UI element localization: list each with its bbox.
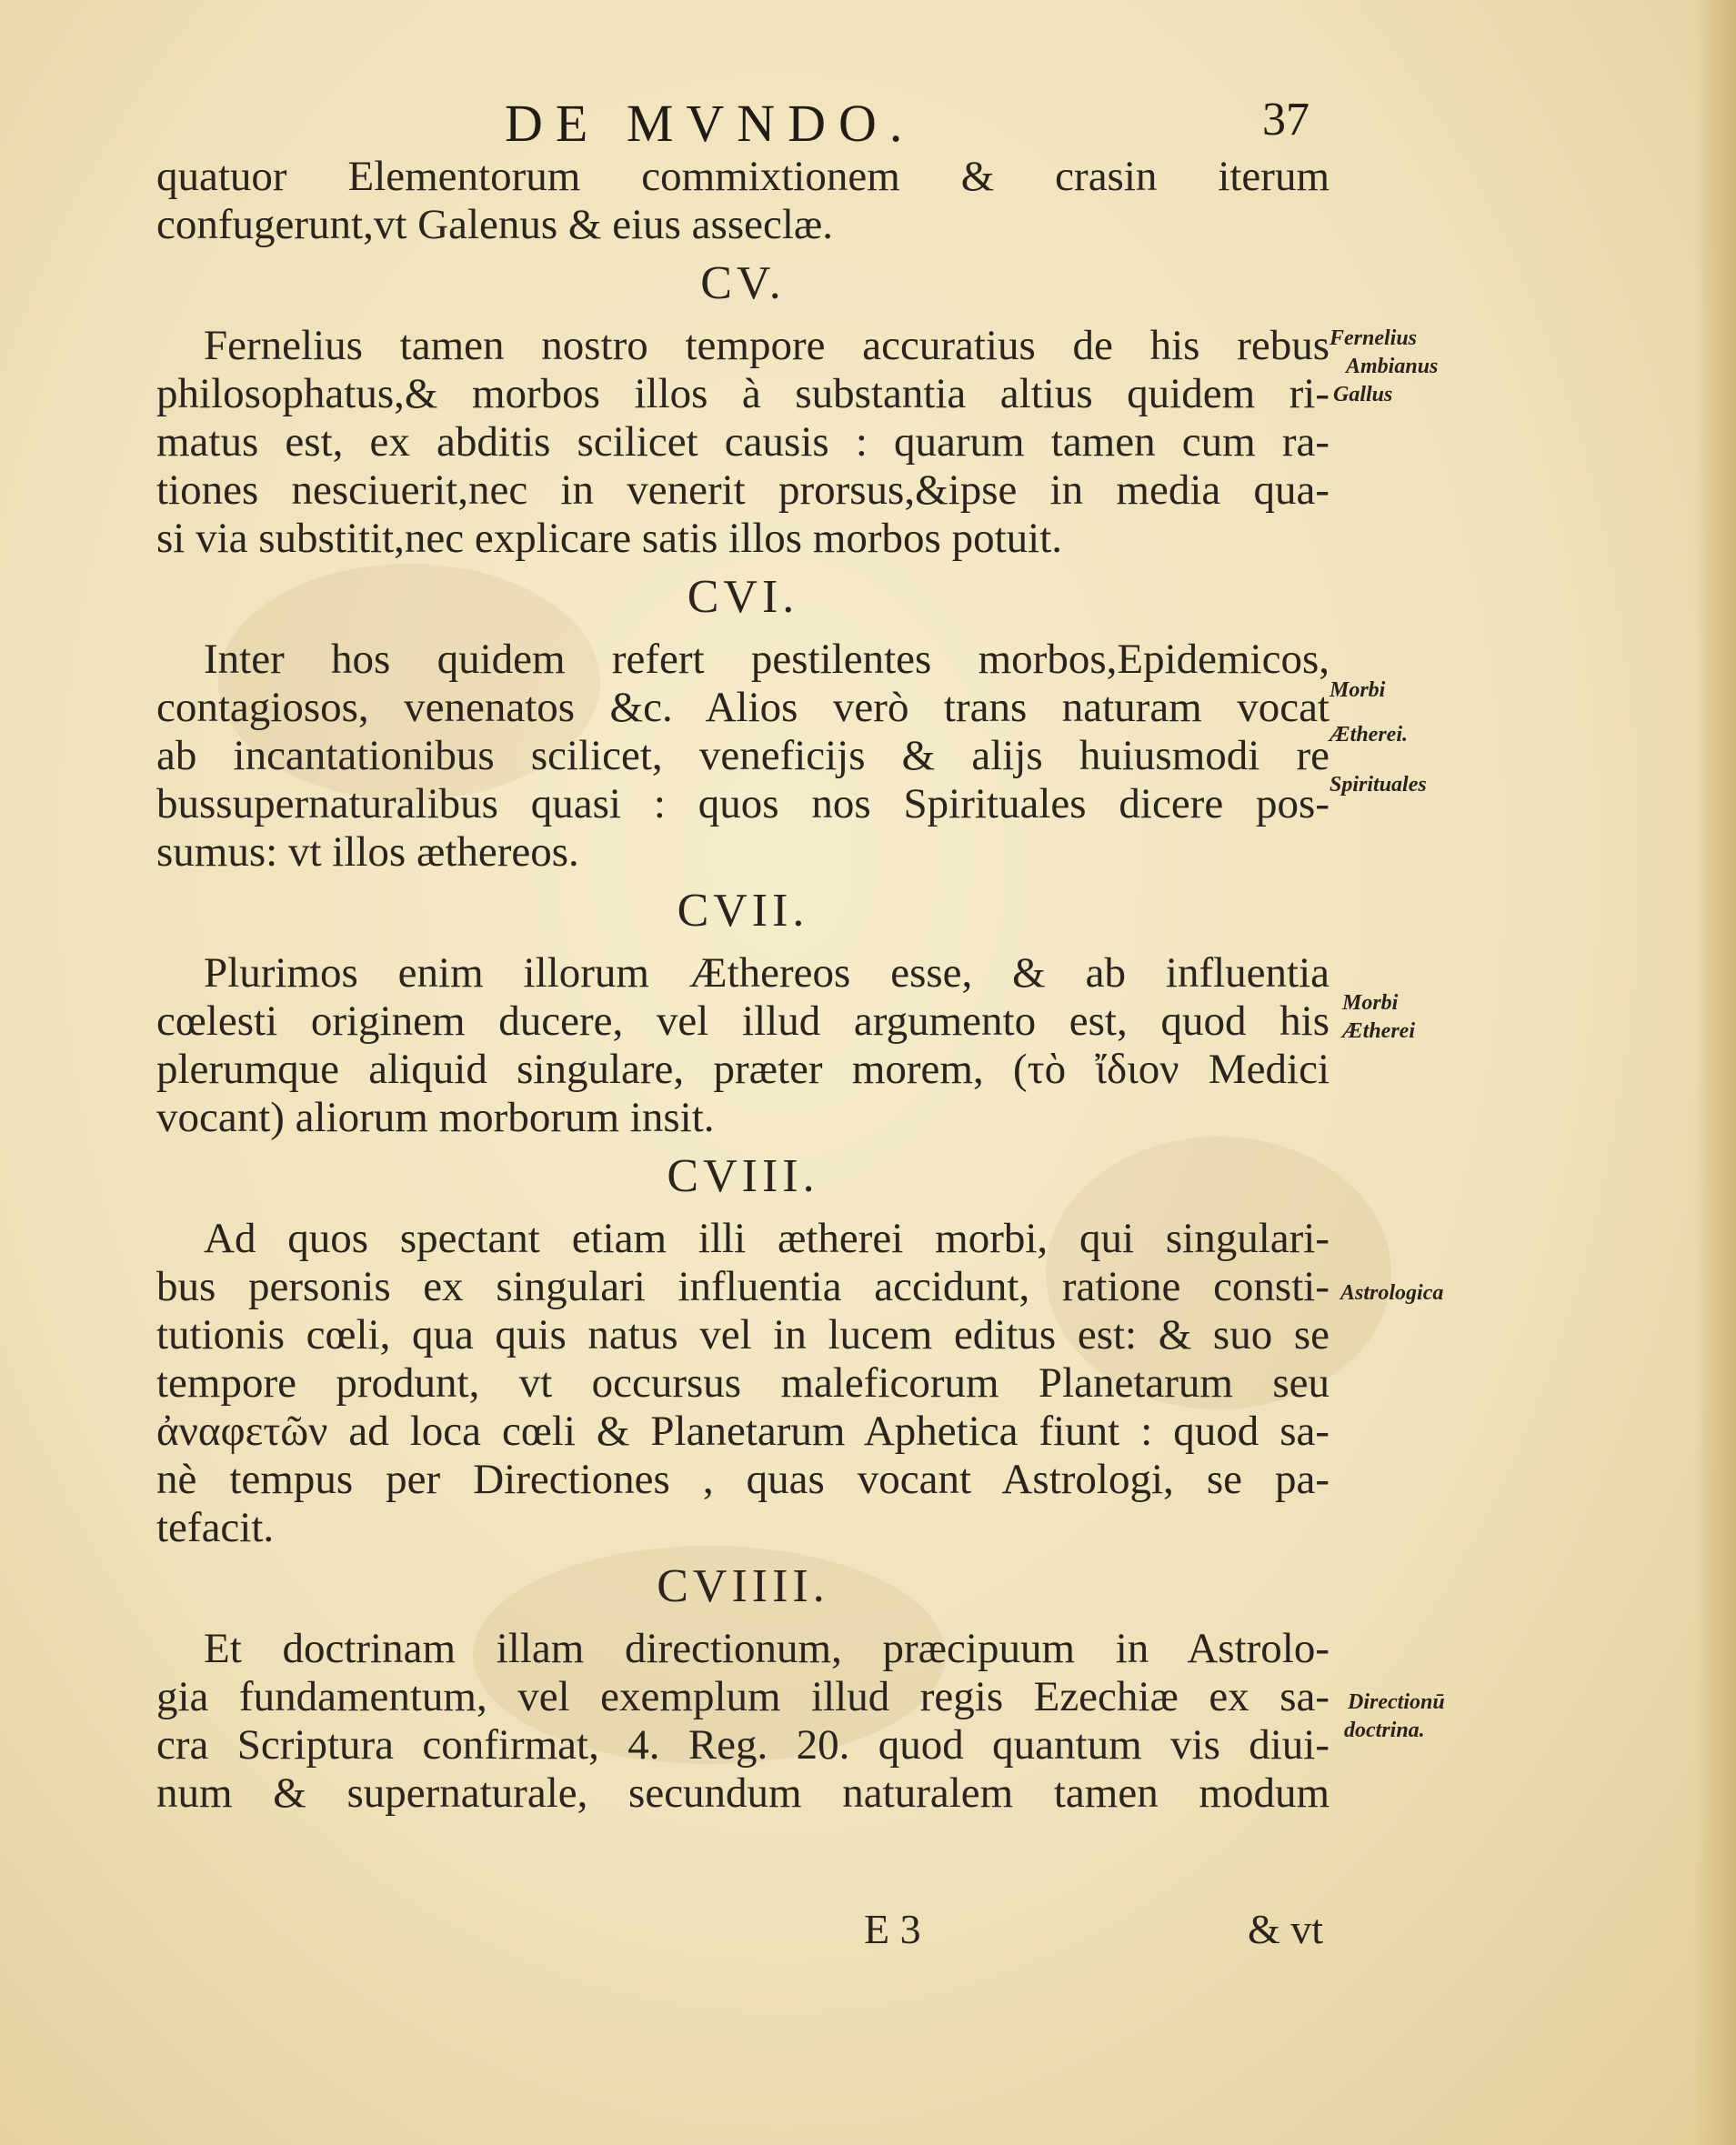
marginal-note-line: Directionū [1348,1690,1445,1714]
text-line: bus personis ex singulari influentia accidunt, ratione consti- [156,1263,1330,1310]
section-heading: CVIIII. [657,1560,829,1612]
section-heading: CVI. [687,571,799,623]
section-heading: CVIII. [667,1150,819,1202]
marginal-note-line: Spirituales [1330,773,1427,797]
text-line: contagiosos, venenatos &c. Alios verò trans naturam vocat [156,684,1330,731]
running-title: DE MVNDO. [505,94,916,153]
marginal-note-line: Ætherei [1342,1019,1415,1043]
text-line: vocant) aliorum morborum insit. [156,1094,715,1141]
signature-mark: E 3 [864,1906,921,1952]
text-line: philosophatus,& morbos illos à substantia altius quidem ri- [156,370,1330,417]
text-line: quatuor Elementorum commixtionem & crasin iterum [156,153,1330,200]
text-line: Fernelius tamen nostro tempore accuratius de his rebus [204,322,1330,369]
marginal-note-line: Astrologica [1340,1281,1444,1305]
text-line: cœlesti originem ducere, vel illud argumento est, quod his [156,997,1330,1045]
marginal-note [1330,989,1511,1046]
text-line: plerumque aliquid singulare, præter morem, (τὸ ἴδιον Medici [156,1046,1330,1093]
text-line: num & supernaturale, secundum naturalem tamen modum [156,1769,1330,1817]
marginal-note-line: doctrina. [1344,1719,1425,1742]
text-line: sumus: vt illos æthereos. [156,828,579,876]
marginal-note-line: Ambianus [1346,355,1439,378]
text-line: gia fundamentum, vel exemplum illud regis Ezechiæ ex sa- [156,1673,1330,1720]
marginal-note-line: Morbi [1342,991,1399,1015]
page-footer [0,1905,1736,1969]
marginal-note-line: Fernelius [1330,326,1418,350]
text-line: confugerunt,vt Galenus & eius asseclæ. [156,201,833,248]
marginal-note [1330,325,1511,409]
marginal-note [1330,1689,1511,1745]
text-line: tefacit. [156,1504,275,1551]
text-line: Plurimos enim illorum Æthereos esse, & ab influentia [204,949,1330,997]
text-line: ab incantationibus scilicet, veneficijs & alijs huiusmodi re [156,732,1330,779]
text-line: Ad quos spectant etiam illi ætherei morbi, qui singulari- [204,1215,1330,1262]
page-number: 37 [1262,94,1310,145]
marginal-note [1330,677,1511,799]
text-line: si via substitit,nec explicare satis illos morbos potuit. [156,515,1063,562]
text-line: Inter hos quidem refert pestilentes morbos,Epidemicos, [204,636,1330,683]
text-line: bussupernaturalibus quasi : quos nos Spirituales dicere pos- [156,780,1330,827]
text-line: tiones nesciuerit,nec in venerit prorsus,&ipse in media qua- [156,466,1330,514]
text-line: ἀναφετῶν ad loca cœli & Planetarum Aphetica fiunt : quod sa- [156,1408,1330,1455]
section-heading: CV. [700,257,786,309]
marginal-note-line: Gallus [1333,383,1393,406]
text-line: cra Scriptura confirmat, 4. Reg. 20. quod quantum vis diui- [156,1721,1330,1769]
main-text [156,153,1330,1818]
marginal-note [1330,1279,1511,1308]
text-line: nè tempus per Directiones , quas vocant Astrologi, se pa- [156,1456,1330,1503]
page-edge [1694,0,1736,2145]
text-line: tutionis cœli, qua quis natus vel in lucem editus est: & suo se [156,1311,1330,1358]
section-heading: CVII. [677,885,809,937]
text-line: tempore produnt, vt occursus maleficorum Planetarum seu [156,1359,1330,1407]
marginal-note-line: Morbi [1330,678,1386,702]
text-line: Et doctrinam illam directionum, præcipuum in Astrolo- [204,1625,1330,1672]
text-line: matus est, ex abditis scilicet causis : quarum tamen cum ra- [156,418,1330,466]
catchword: & vt [1248,1906,1324,1952]
marginal-note-line: Ætherei. [1330,723,1408,747]
